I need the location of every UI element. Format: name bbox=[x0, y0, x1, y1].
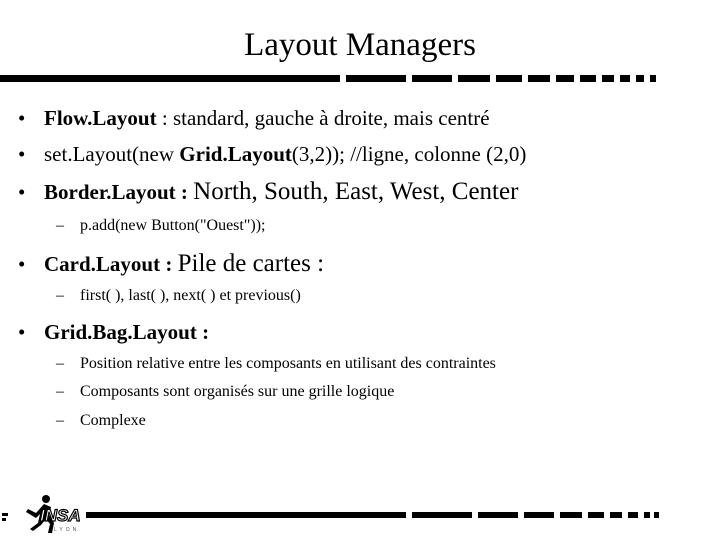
bullet-marker: • bbox=[18, 106, 26, 130]
bullet-marker: • bbox=[18, 180, 26, 204]
logo-figure-head bbox=[42, 495, 50, 503]
bullet-setlayout: • set.Layout(new Grid.Layout(3,2)); //ligne, colonne (2,0) bbox=[18, 142, 527, 166]
bullet-cardlayout: • Card.Layout : Pile de cartes : bbox=[18, 250, 325, 277]
sub-item-complexe: – Complexe bbox=[56, 412, 146, 429]
sub-item-position: – Position relative entre les composants en utilisant des contraintes bbox=[56, 355, 496, 372]
logo-subtext: LYON bbox=[54, 527, 80, 533]
slide-title: Layout Managers bbox=[244, 27, 476, 63]
dash-marker: – bbox=[56, 217, 64, 234]
logo-text: INSA bbox=[40, 506, 81, 525]
dash-marker: – bbox=[56, 287, 64, 304]
sub-item-border-example: – p.add(new Button("Ouest")); bbox=[56, 217, 266, 234]
bottom-dashed-rule bbox=[0, 510, 662, 520]
dash-marker: – bbox=[56, 383, 64, 400]
dash-marker: – bbox=[56, 355, 64, 372]
sub-item-grille: – Composants sont organisés sur une grille logique bbox=[56, 383, 395, 400]
dash-marker: – bbox=[56, 412, 64, 429]
bullet-marker: • bbox=[18, 142, 26, 166]
bullet-marker: • bbox=[18, 320, 26, 344]
top-dashed-rule bbox=[0, 74, 662, 84]
bullet-marker: • bbox=[18, 252, 26, 276]
bullet-borderlayout: • Border.Layout : North, South, East, West, Center bbox=[18, 178, 519, 205]
bullet-flowlayout: • Flow.Layout : standard, gauche à droite, mais centré bbox=[18, 106, 490, 130]
sub-item-card-methods: – first( ), last( ), next( ) et previous() bbox=[56, 287, 301, 304]
bullet-gridbaglayout: • Grid.Bag.Layout : bbox=[18, 320, 210, 344]
